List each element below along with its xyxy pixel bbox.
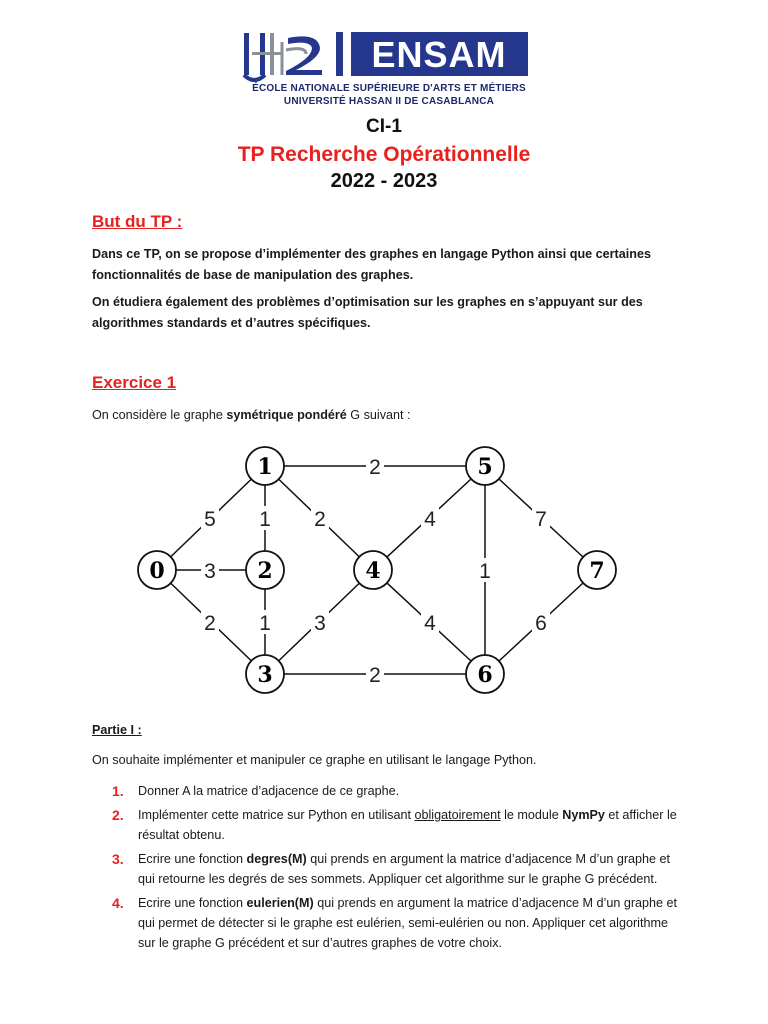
task-text: Donner A la matrice d’adjacence de ce graphe. (138, 784, 400, 798)
weighted-graph (0, 440, 768, 700)
logo-subtitle-school: ÉCOLE NATIONALE SUPÉRIEURE D'ARTS ET MÉTIERS (252, 83, 526, 94)
task-number: 2. (112, 807, 124, 823)
task-text: le module (500, 808, 563, 822)
exercice-intro (92, 405, 692, 426)
edge-weight-3-4: 3 (314, 612, 326, 635)
graph-node-label-2: 2 (257, 558, 273, 584)
edge-weight-2-3: 1 (259, 612, 271, 635)
edge-weight-0-2: 3 (204, 560, 216, 583)
edge-weight-4-5: 4 (424, 508, 436, 531)
logo-divider (336, 32, 343, 76)
course-code: CI-1 (366, 116, 402, 137)
edge-weight-4-6: 4 (424, 612, 436, 635)
task-number: 4. (112, 895, 124, 911)
list-item (112, 893, 687, 953)
edge-weight-5-6: 1 (479, 560, 491, 583)
document-title: TP Recherche Opérationnelle (237, 143, 531, 166)
graph-node-label-0: 0 (149, 558, 165, 584)
edge-weight-0-3: 2 (204, 612, 216, 635)
task-text-underlined: obligatoirement (414, 808, 501, 822)
graph-node-label-1: 1 (257, 454, 273, 480)
task-text: et afficher le résultat obtenu. (138, 808, 677, 842)
intro-part-emphasis: symétrique pondéré (226, 408, 347, 422)
edge-weight-5-7: 7 (535, 508, 547, 531)
academic-year: 2022 - 2023 (330, 170, 438, 192)
task-text: Ecrire une fonction (138, 896, 247, 910)
graph-node-label-5: 5 (477, 454, 493, 480)
list-item (112, 805, 687, 845)
edge-weight-3-6: 2 (369, 664, 381, 687)
graph-node-label-7: 7 (589, 558, 605, 584)
edge-weight-1-5: 2 (369, 456, 381, 479)
task-function-name: eulerien(M) (246, 896, 314, 910)
edge-weight-1-4: 2 (314, 508, 326, 531)
partie-heading: Partie I : (92, 723, 142, 737)
uh2c-emblem-icon (244, 33, 322, 80)
ensam-logo (240, 30, 530, 110)
edge-weight-1-2: 1 (259, 508, 271, 531)
graph-node-label-4: 4 (365, 558, 381, 584)
ensam-logo-mark (240, 30, 530, 82)
graph-node-label-6: 6 (477, 662, 493, 688)
but-paragraph-1: Dans ce TP, on se propose d’implémenter des graphes en langage Python ainsi que certaines fonctionnalités de base de manipulation des graphes. (92, 247, 651, 282)
task-text: qui prends en argument la matrice d’adjacence M d’un graphe et qui permet de détecter si le graphe est eulérien, semi-eulérien ou non. Appliquer cet algorithme sur le graphe G précédent et sur d’autres graphes de votre choix. (138, 896, 678, 950)
task-number: 3. (112, 851, 124, 867)
section-heading-exercice: Exercice 1 (92, 373, 177, 392)
task-text: qui prends en argument la matrice d’adjacence M d’un graphe et qui retourne les degrés de ses sommets. Appliquer cet algorithme sur le graphe G précédent. (138, 852, 671, 886)
but-paragraph-2: On étudiera également des problèmes d’optimisation sur les graphes en s’appuyant sur des algorithmes standards et d’autres spécifiques. (92, 295, 643, 330)
logo-brand-text: ENSAM (371, 34, 507, 75)
list-item (112, 781, 687, 801)
task-text: Ecrire une fonction (138, 852, 247, 866)
task-number: 1. (112, 783, 124, 799)
logo-subtitle-university: UNIVERSITÉ HASSAN II DE CASABLANCA (283, 96, 495, 107)
edge-weight-6-7: 6 (535, 612, 547, 635)
section-heading-but: But du TP : (92, 212, 183, 231)
partie-intro: On souhaite implémenter et manipuler ce graphe en utilisant le langage Python. (92, 753, 537, 767)
task-list (112, 781, 687, 957)
list-item (112, 849, 687, 889)
intro-part-c: G suivant : (346, 408, 411, 422)
intro-part-a: On considère le graphe (92, 408, 227, 422)
task-text: Implémenter cette matrice sur Python en utilisant (138, 808, 415, 822)
edge-weight-0-1: 5 (204, 508, 216, 531)
graph-node-label-3: 3 (257, 662, 273, 688)
task-text-bold: NymPy (562, 808, 605, 822)
task-function-name: degres(M) (246, 852, 307, 866)
